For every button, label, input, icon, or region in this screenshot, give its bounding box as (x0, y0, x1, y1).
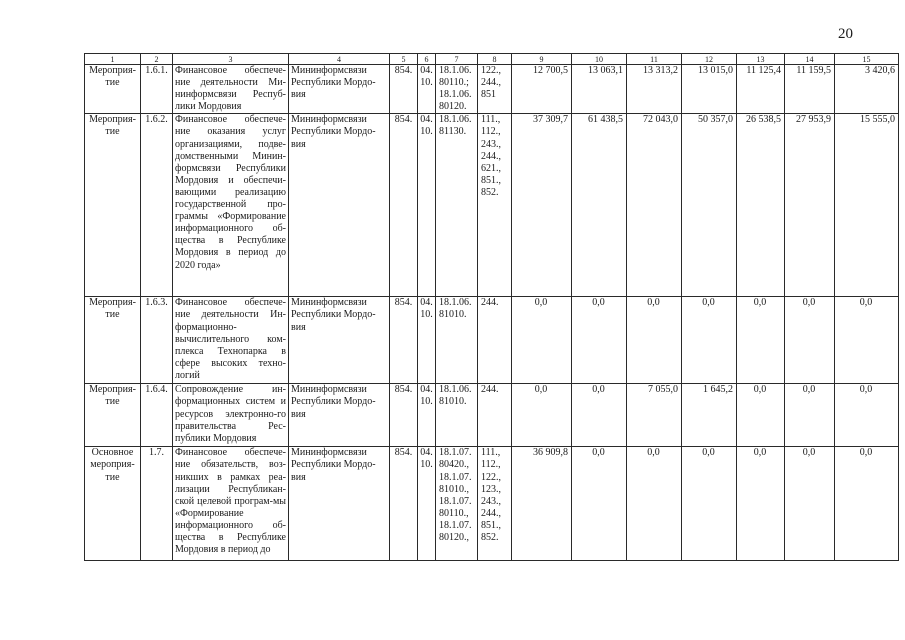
row-value-15: 0,0 (835, 447, 899, 561)
col-header-8: 8 (478, 54, 512, 65)
row-number: 1.7. (141, 447, 173, 561)
col-header-9: 9 (512, 54, 572, 65)
row-name: Финансовое обеспече-ние оказания услуг организациями, подве-домственными Минин-формсвязи Республики Мордовия и обеспечи-вающими реализацию государственной про-граммы «Формирование информационного об-щества в Республике Мордовия в период до 2020 года» (173, 114, 289, 297)
row-number: 1.6.2. (141, 114, 173, 297)
row-value-10: 0,0 (572, 384, 627, 447)
row-name: Сопровождение ин-формационных систем и ресурсов электронно-го правительства Рес-публики Мордовия (173, 384, 289, 447)
col-header-2: 2 (141, 54, 173, 65)
row-value-12: 13 015,0 (682, 65, 737, 114)
row-value-15: 15 555,0 (835, 114, 899, 297)
row-value-15: 0,0 (835, 297, 899, 384)
row-rzpr: 04. 10. (418, 447, 436, 561)
row-vr: 244. (478, 297, 512, 384)
col-header-13: 13 (737, 54, 785, 65)
row-executor: Мининформсвязи Республики Мордо-вия (289, 297, 390, 384)
row-csr: 18.1.06. 81010. (436, 384, 478, 447)
row-value-12: 1 645,2 (682, 384, 737, 447)
header-row (85, 54, 899, 65)
row-number: 1.6.4. (141, 384, 173, 447)
row-executor: Мининформсвязи Республики Мордо-вия (289, 447, 390, 561)
row-value-14: 0,0 (785, 384, 835, 447)
col-header-11: 11 (627, 54, 682, 65)
row-value-15: 3 420,6 (835, 65, 899, 114)
row-csr: 18.1.06. 81130. (436, 114, 478, 297)
row-rzpr: 04. 10. (418, 297, 436, 384)
row-value-9: 0,0 (512, 384, 572, 447)
row-value-9: 0,0 (512, 297, 572, 384)
row-value-11: 72 043,0 (627, 114, 682, 297)
col-header-14: 14 (785, 54, 835, 65)
row-vr: 111., 112., 122., 123., 243., 244., 851., 852. (478, 447, 512, 561)
row-value-10: 0,0 (572, 297, 627, 384)
row-value-12: 0,0 (682, 297, 737, 384)
row-vr: 122., 244., 851 (478, 65, 512, 114)
row-rzpr: 04. 10. (418, 65, 436, 114)
row-number: 1.6.1. (141, 65, 173, 114)
row-status: Основное мероприя- тие (85, 447, 141, 561)
col-header-3: 3 (173, 54, 289, 65)
row-value-11: 0,0 (627, 297, 682, 384)
col-header-10: 10 (572, 54, 627, 65)
row-value-10: 13 063,1 (572, 65, 627, 114)
row-value-13: 0,0 (737, 447, 785, 561)
col-header-6: 6 (418, 54, 436, 65)
row-grbs: 854. (390, 65, 418, 114)
row-value-14: 0,0 (785, 447, 835, 561)
col-header-1: 1 (85, 54, 141, 65)
row-vr: 244. (478, 384, 512, 447)
row-name: Финансовое обеспече-ние обязательств, воз-никших в рамках реа-лизации Республикан-ской целевой програм-мы «Формирование информационного об-щества в Республике Мордовия в период до (173, 447, 289, 561)
row-csr: 18.1.07. 80420., 18.1.07. 81010., 18.1.07. 80110., 18.1.07. 80120., (436, 447, 478, 561)
budget-table (84, 53, 899, 561)
row-value-11: 0,0 (627, 447, 682, 561)
row-status: Мероприя- тие (85, 65, 141, 114)
table-row (85, 384, 899, 447)
table-row (85, 447, 899, 561)
col-header-15: 15 (835, 54, 899, 65)
table-row (85, 297, 899, 384)
row-grbs: 854. (390, 114, 418, 297)
row-value-13: 0,0 (737, 384, 785, 447)
row-csr: 18.1.06. 80110.; 18.1.06. 80120. (436, 65, 478, 114)
row-status: Мероприя- тие (85, 114, 141, 297)
row-rzpr: 04. 10. (418, 114, 436, 297)
row-value-14: 0,0 (785, 297, 835, 384)
row-grbs: 854. (390, 384, 418, 447)
row-rzpr: 04. 10. (418, 384, 436, 447)
row-value-13: 26 538,5 (737, 114, 785, 297)
row-value-13: 0,0 (737, 297, 785, 384)
row-value-12: 50 357,0 (682, 114, 737, 297)
row-grbs: 854. (390, 447, 418, 561)
row-value-11: 13 313,2 (627, 65, 682, 114)
col-header-4: 4 (289, 54, 390, 65)
row-executor: Мининформсвязи Республики Мордо-вия (289, 114, 390, 297)
row-name: Финансовое обеспече-ние деятельности Ин-формационно-вычислительного ком-плекса Технопарка в сфере высоких техно-логий (173, 297, 289, 384)
row-value-10: 0,0 (572, 447, 627, 561)
row-value-9: 37 309,7 (512, 114, 572, 297)
table-row (85, 65, 899, 114)
row-value-15: 0,0 (835, 384, 899, 447)
row-grbs: 854. (390, 297, 418, 384)
row-value-14: 27 953,9 (785, 114, 835, 297)
row-name: Финансовое обеспече-ние деятельности Ми-нинформсвязи Респуб-лики Мордовия (173, 65, 289, 114)
row-value-9: 36 909,8 (512, 447, 572, 561)
row-value-11: 7 055,0 (627, 384, 682, 447)
col-header-7: 7 (436, 54, 478, 65)
row-status: Мероприя- тие (85, 297, 141, 384)
table-row (85, 114, 899, 297)
page-number: 20 (838, 26, 853, 42)
row-executor: Мининформсвязи Республики Мордо-вия (289, 65, 390, 114)
row-value-12: 0,0 (682, 447, 737, 561)
row-value-14: 11 159,5 (785, 65, 835, 114)
row-number: 1.6.3. (141, 297, 173, 384)
row-value-9: 12 700,5 (512, 65, 572, 114)
row-status: Мероприя- тие (85, 384, 141, 447)
row-value-13: 11 125,4 (737, 65, 785, 114)
row-executor: Мининформсвязи Республики Мордо-вия (289, 384, 390, 447)
col-header-12: 12 (682, 54, 737, 65)
col-header-5: 5 (390, 54, 418, 65)
row-csr: 18.1.06. 81010. (436, 297, 478, 384)
row-vr: 111., 112., 243., 244., 621., 851., 852. (478, 114, 512, 297)
row-value-10: 61 438,5 (572, 114, 627, 297)
